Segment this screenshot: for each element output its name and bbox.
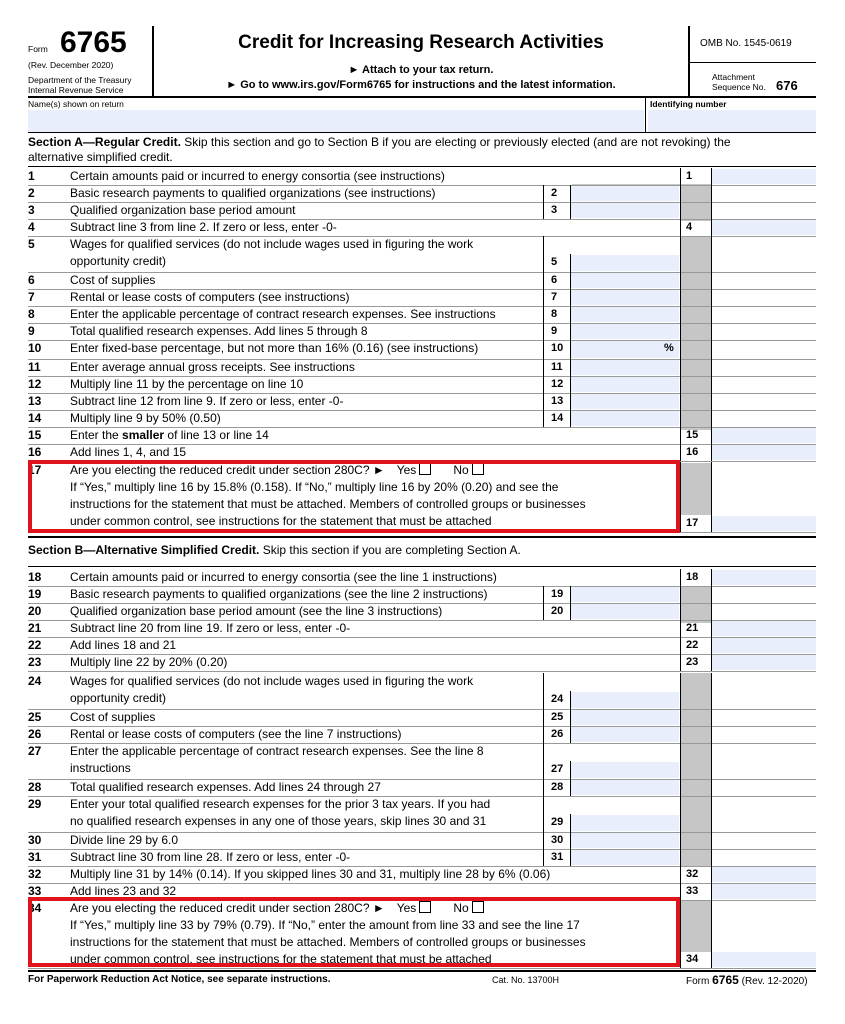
line-27-box-label: 27 (551, 763, 564, 775)
line-28-text: Total qualified research expenses. Add lines 24 through 27 (70, 780, 381, 794)
mid-col-left-border (543, 272, 544, 289)
line-31-box-label: 31 (551, 851, 564, 863)
line-26-number: 26 (28, 727, 42, 741)
line-17-number: 17 (28, 463, 42, 477)
line-10-box-label: 10 (551, 342, 564, 354)
right-col-border (680, 393, 681, 410)
line-18-text: Certain amounts paid or incurred to energy consortia (see the line 1 instructions) (70, 570, 497, 584)
right-col-border (680, 586, 681, 603)
mid-col-left-border (543, 376, 544, 393)
omb-number: OMB No. 1545-0619 (700, 38, 792, 49)
line-34-box-label: 34 (686, 953, 699, 965)
line-17-instruction-2: instructions for the statement that must be attached. Members of controlled groups or businesses (70, 497, 586, 511)
right-col-border (680, 272, 681, 289)
line-34-instruction-3: under common control, see instructions for the statement that must be attached (70, 952, 492, 966)
line-33-amount-field[interactable] (712, 884, 816, 899)
right-col-border (680, 569, 681, 586)
line-27-text: Enter the applicable percentage of contract research expenses. See the line 8 (70, 744, 484, 758)
row-rule (28, 968, 816, 969)
right-col-divider (711, 236, 712, 272)
line-15-box-label: 15 (686, 429, 699, 441)
line-25-box-label: 25 (551, 711, 564, 723)
line-2-number: 2 (28, 186, 35, 200)
right-col-divider (711, 709, 712, 726)
line-12-amount-field[interactable] (571, 377, 679, 392)
right-col-divider (711, 726, 712, 743)
line-7-text: Rental or lease costs of computers (see instructions) (70, 290, 350, 304)
right-col-divider (711, 586, 712, 603)
right-col-divider (711, 832, 712, 849)
line-33-box-label: 33 (686, 885, 699, 897)
names-label: Name(s) shown on return (28, 99, 124, 109)
line-3-text: Qualified organization base period amount (70, 203, 296, 217)
line-33-text: Add lines 23 and 32 (70, 884, 177, 898)
line-20-number: 20 (28, 604, 42, 618)
footer-rule (28, 970, 816, 972)
right-col-border (680, 340, 681, 359)
line-18-box-label: 18 (686, 571, 699, 583)
line-17-instruction-3: under common control, see instructions for the statement that must be attached (70, 514, 492, 528)
line-17-amount-field[interactable] (712, 516, 816, 531)
line-22-text: Add lines 18 and 21 (70, 638, 177, 652)
line-26-box-label: 26 (551, 728, 564, 740)
right-col-border (680, 289, 681, 306)
line-4-text: Subtract line 3 from line 2. If zero or less, enter -0- (70, 220, 337, 234)
right-col-divider (711, 427, 712, 444)
mid-col-left-border (543, 410, 544, 427)
line-14-amount-field[interactable] (571, 411, 679, 426)
form-word: Form (28, 44, 48, 54)
mid-col-left-border (543, 185, 544, 202)
line-5-text-2: opportunity credit) (70, 254, 167, 268)
names-field[interactable] (28, 110, 644, 132)
line-17-question: Are you electing the reduced credit under section 280C? ► Yes No (70, 462, 484, 478)
right-col-border (680, 359, 681, 376)
right-col-border (680, 323, 681, 340)
line-34-amount-field[interactable] (712, 952, 816, 967)
line-24-text-2: opportunity credit) (70, 691, 167, 705)
line-29-text-2: no qualified research expenses in any one of those years, skip lines 30 and 31 (70, 814, 487, 828)
shade-b3 (680, 900, 711, 952)
right-col-divider (711, 743, 712, 779)
right-col-border (680, 832, 681, 849)
right-col-divider (711, 900, 712, 968)
line-27-number: 27 (28, 744, 42, 758)
shade-b2 (680, 673, 711, 867)
identifying-number-field[interactable] (648, 110, 816, 132)
line-33-number: 33 (28, 884, 42, 898)
mid-col-left-border (543, 796, 544, 832)
right-col-divider (711, 620, 712, 637)
mid-col-left-border (543, 779, 544, 796)
right-col-border (680, 185, 681, 202)
line-1-text: Certain amounts paid or incurred to energy consortia (see instructions) (70, 169, 445, 183)
goto-instruction: ► Go to www.irs.gov/Form6765 for instructions and the latest information. (226, 79, 616, 91)
line-32-box-label: 32 (686, 868, 699, 880)
mid-col-left-border (543, 726, 544, 743)
line-5-number: 5 (28, 237, 35, 251)
right-col-divider (711, 603, 712, 620)
line-15-number: 15 (28, 428, 42, 442)
right-col-divider (711, 272, 712, 289)
line-15-amount-field[interactable] (712, 428, 816, 443)
right-col-divider (711, 306, 712, 323)
line-11-box-label: 11 (551, 361, 563, 373)
line-32-amount-field[interactable] (712, 867, 816, 882)
line-8-number: 8 (28, 307, 35, 321)
line-3-amount-field[interactable] (571, 203, 679, 218)
right-col-border (680, 620, 681, 637)
line-18-number: 18 (28, 570, 42, 584)
right-col-divider (711, 779, 712, 796)
footer-form-label: Form 6765 (Rev. 12-2020) (686, 973, 808, 987)
line-4-box-label: 4 (686, 221, 693, 233)
line-32-number: 32 (28, 867, 42, 881)
mid-col-left-border (543, 603, 544, 620)
right-col-border (680, 726, 681, 743)
form-title: Credit for Increasing Research Activities (238, 32, 604, 53)
line-7-number: 7 (28, 290, 35, 304)
line-17-instruction-1: If “Yes,” multiply line 16 by 15.8% (0.158). If “No,” multiply line 16 by 20% (0.20) and see the (70, 480, 559, 494)
line-6-text: Cost of supplies (70, 273, 156, 287)
catalog-number: Cat. No. 13700H (492, 975, 560, 985)
line-26-text: Rental or lease costs of computers (see the line 7 instructions) (70, 727, 402, 741)
right-col-divider (711, 569, 712, 586)
mid-col-left-border (543, 306, 544, 323)
line-17-box-label: 17 (686, 517, 699, 529)
line-6-box-label: 6 (551, 274, 558, 286)
right-col-divider (711, 866, 712, 883)
highlight-line-17 (28, 460, 680, 533)
line-3-box-label: 3 (551, 204, 558, 216)
no-label: No (453, 463, 469, 477)
right-col-border (680, 202, 681, 219)
right-col-divider (711, 219, 712, 236)
right-col-border (680, 637, 681, 654)
no-label: No (453, 901, 469, 915)
right-col-border (680, 410, 681, 427)
mid-col-left-border (543, 586, 544, 603)
right-col-divider (711, 883, 712, 900)
line-11-text: Enter average annual gross receipts. See instructions (70, 360, 355, 374)
line-14-text: Multiply line 9 by 50% (0.50) (70, 411, 221, 425)
shade-b1 (680, 586, 711, 623)
line-21-text: Subtract line 20 from line 19. If zero or less, enter -0- (70, 621, 351, 635)
right-col-divider (711, 849, 712, 866)
line-5-text: Wages for qualified services (do not include wages used in figuring the work (70, 237, 474, 251)
line-26-amount-field[interactable] (571, 727, 679, 742)
right-col-border (680, 866, 681, 883)
line-25-amount-field[interactable] (571, 710, 679, 725)
line-19-number: 19 (28, 587, 42, 601)
line-28-amount-field[interactable] (571, 780, 679, 795)
line-12-text: Multiply line 11 by the percentage on line 10 (70, 377, 304, 391)
line-23-amount-field[interactable] (712, 655, 816, 670)
line-4-amount-field[interactable] (712, 220, 816, 235)
right-col-border (680, 743, 681, 779)
right-col-border (680, 849, 681, 866)
right-col-divider (711, 185, 712, 202)
line-27-amount-field[interactable] (571, 762, 679, 778)
line-9-number: 9 (28, 324, 35, 338)
line-34-instruction-1: If “Yes,” multiply line 33 by 79% (0.79). If “No,” enter the amount from line 33 and see the line 17 (70, 918, 580, 932)
line-16-amount-field[interactable] (712, 445, 816, 460)
line-29-number: 29 (28, 797, 42, 811)
line-4-number: 4 (28, 220, 35, 234)
header-divider-right (688, 26, 690, 96)
line-8-box-label: 8 (551, 308, 558, 320)
line-19-box-label: 19 (551, 588, 564, 600)
line-31-amount-field[interactable] (571, 850, 679, 865)
right-col-border (680, 900, 681, 968)
line-13-number: 13 (28, 394, 42, 408)
line-11-number: 11 (28, 360, 41, 374)
line-21-amount-field[interactable] (712, 621, 816, 636)
line-2-box-label: 2 (551, 187, 558, 199)
sequence-number: 676 (776, 78, 798, 93)
right-col-divider (711, 462, 712, 532)
mid-col-left-border (543, 832, 544, 849)
sequence-label: Sequence No. (712, 82, 766, 92)
right-col-divider (711, 340, 712, 359)
right-col-divider (711, 168, 712, 185)
line-28-box-label: 28 (551, 781, 564, 793)
line-32-text: Multiply line 31 by 14% (0.14). If you skipped lines 30 and 31, multiply line 28 by 6% (0.06) (70, 867, 551, 881)
highlight-line-34 (28, 897, 680, 967)
paperwork-notice: For Paperwork Reduction Act Notice, see separate instructions. (28, 974, 331, 985)
revision-date: (Rev. December 2020) (28, 60, 114, 70)
line-30-box-label: 30 (551, 834, 564, 846)
line-16-box-label: 16 (686, 446, 699, 458)
line-29-amount-field[interactable] (571, 815, 679, 831)
right-col-divider (711, 654, 712, 671)
section-a-title-line2: alternative simplified credit. (28, 150, 173, 164)
line-24-text: Wages for qualified services (do not include wages used in figuring the work (70, 674, 474, 688)
line-11-amount-field[interactable] (571, 360, 679, 375)
right-col-border (680, 168, 681, 185)
names-bottom-rule (28, 132, 816, 133)
line-3-number: 3 (28, 203, 35, 217)
line-19-amount-field[interactable] (571, 587, 679, 602)
identifying-number-label: Identifying number (650, 99, 727, 109)
line-19-text: Basic research payments to qualified organizations (see the line 2 instructions) (70, 587, 488, 601)
attach-instruction: ► Attach to your tax return. (348, 64, 494, 76)
line-10-number: 10 (28, 341, 42, 355)
right-col-border (680, 673, 681, 709)
line-8-amount-field[interactable] (571, 307, 679, 322)
line-22-amount-field[interactable] (712, 638, 816, 653)
line-2-text: Basic research payments to qualified organizations (see instructions) (70, 186, 436, 200)
line-16-number: 16 (28, 445, 42, 459)
right-col-divider (711, 202, 712, 219)
right-col-border (680, 376, 681, 393)
right-col-divider (711, 289, 712, 306)
line-21-box-label: 21 (686, 622, 699, 634)
line-5-box-label: 5 (551, 256, 558, 268)
percent-sign: % (664, 342, 674, 354)
line-13-box-label: 13 (551, 395, 564, 407)
line-2-amount-field[interactable] (571, 186, 679, 201)
line-34-instruction-2: instructions for the statement that must be attached. Members of controlled groups or businesses (70, 935, 586, 949)
line-7-box-label: 7 (551, 291, 558, 303)
line-8-text: Enter the applicable percentage of contract research expenses. See instructions (70, 307, 496, 321)
line-1-amount-field[interactable] (712, 169, 816, 184)
line-25-text: Cost of supplies (70, 710, 156, 724)
line-12-number: 12 (28, 377, 42, 391)
section-a-title: Section A—Regular Credit. Skip this section and go to Section B if you are electing or previously elected (and are not revoking) the (28, 135, 731, 149)
right-col-divider (711, 444, 712, 461)
right-col-border (680, 709, 681, 726)
line-10-amount-field[interactable] (571, 341, 679, 358)
omb-divider (688, 62, 816, 63)
line-22-box-label: 22 (686, 639, 699, 651)
line-25-number: 25 (28, 710, 42, 724)
line-18-amount-field[interactable] (712, 570, 816, 585)
right-col-border (680, 603, 681, 620)
line-31-number: 31 (28, 850, 42, 864)
right-col-border (680, 427, 681, 444)
line-15-text: Enter the smaller of line 13 or line 14 (70, 428, 269, 442)
right-col-divider (711, 796, 712, 832)
line-14-number: 14 (28, 411, 42, 425)
line-21-number: 21 (28, 621, 42, 635)
row-rule (28, 671, 816, 672)
line-13-amount-field[interactable] (571, 394, 679, 409)
mid-col-left-border (543, 202, 544, 219)
line-10-text: Enter fixed-base percentage, but not more than 16% (0.16) (see instructions) (70, 341, 479, 355)
right-col-divider (711, 359, 712, 376)
mid-col-left-border (543, 340, 544, 359)
right-col-divider (711, 376, 712, 393)
yes-label: Yes (396, 463, 417, 477)
right-col-border (680, 654, 681, 671)
line-24-amount-field[interactable] (571, 692, 679, 708)
right-col-border (680, 306, 681, 323)
line-28-number: 28 (28, 780, 42, 794)
line-1-box-label: 1 (686, 170, 693, 182)
section-b-rule-top (28, 536, 816, 538)
line-24-number: 24 (28, 674, 42, 688)
right-col-border (680, 444, 681, 461)
shade-a2 (680, 236, 711, 430)
header-bottom-rule (28, 96, 816, 98)
right-col-border (680, 236, 681, 272)
yes-label: Yes (396, 901, 417, 915)
line-24-box-label: 24 (551, 693, 564, 705)
right-col-divider (711, 410, 712, 427)
right-col-divider (711, 393, 712, 410)
line-29-box-label: 29 (551, 816, 564, 828)
section-b-title: Section B—Alternative Simplified Credit. Skip this section if you are completing Section A. (28, 543, 521, 557)
right-col-border (680, 796, 681, 832)
line-9-amount-field[interactable] (571, 324, 679, 339)
mid-col-left-border (543, 289, 544, 306)
line-23-box-label: 23 (686, 656, 699, 668)
line-30-amount-field[interactable] (571, 833, 679, 848)
line-20-amount-field[interactable] (571, 604, 679, 619)
line-13-text: Subtract line 12 from line 9. If zero or less, enter -0- (70, 394, 344, 408)
line-31-text: Subtract line 30 from line 28. If zero or less, enter -0- (70, 850, 351, 864)
mid-col-left-border (543, 743, 544, 779)
section-a-rule (28, 166, 816, 167)
agency: Internal Revenue Service (28, 85, 124, 95)
line-1-number: 1 (28, 169, 35, 183)
line-29-text: Enter your total qualified research expenses for the prior 3 tax years. If you had (70, 797, 491, 811)
mid-col-left-border (543, 323, 544, 340)
form-number: 6765 (60, 26, 127, 59)
line-23-text: Multiply line 22 by 20% (0.20) (70, 655, 228, 669)
names-id-divider (645, 96, 646, 132)
mid-col-left-border (543, 673, 544, 709)
right-col-border (680, 779, 681, 796)
line-7-amount-field[interactable] (571, 290, 679, 305)
line-20-text: Qualified organization base period amount (see the line 3 instructions) (70, 604, 443, 618)
line-34-question: Are you electing the reduced credit under section 280C? ► Yes No (70, 900, 484, 916)
mid-col-left-border (543, 849, 544, 866)
mid-col-left-border (543, 709, 544, 726)
line-20-box-label: 20 (551, 605, 564, 617)
line-12-box-label: 12 (551, 378, 564, 390)
line-9-text: Total qualified research expenses. Add lines 5 through 8 (70, 324, 368, 338)
right-col-border (680, 462, 681, 532)
line-9-box-label: 9 (551, 325, 558, 337)
section-b-rule (28, 566, 816, 567)
right-col-divider (711, 323, 712, 340)
line-14-box-label: 14 (551, 412, 564, 424)
mid-col-left-border (543, 393, 544, 410)
line-30-text: Divide line 29 by 6.0 (70, 833, 179, 847)
line-16-text: Add lines 1, 4, and 15 (70, 445, 187, 459)
line-30-number: 30 (28, 833, 42, 847)
attachment-label: Attachment (712, 72, 755, 82)
right-col-border (680, 219, 681, 236)
line-23-number: 23 (28, 655, 42, 669)
right-col-divider (711, 673, 712, 709)
line-34-number: 34 (28, 901, 42, 915)
line-5-amount-field[interactable] (571, 255, 679, 271)
line-6-amount-field[interactable] (571, 273, 679, 288)
right-col-divider (711, 637, 712, 654)
shade-a3 (680, 463, 711, 515)
line-22-number: 22 (28, 638, 42, 652)
mid-col-left-border (543, 236, 544, 272)
mid-col-left-border (543, 359, 544, 376)
line-27-text-2: instructions (70, 761, 131, 775)
right-col-border (680, 883, 681, 900)
department: Department of the Treasury (28, 75, 132, 85)
line-6-number: 6 (28, 273, 35, 287)
